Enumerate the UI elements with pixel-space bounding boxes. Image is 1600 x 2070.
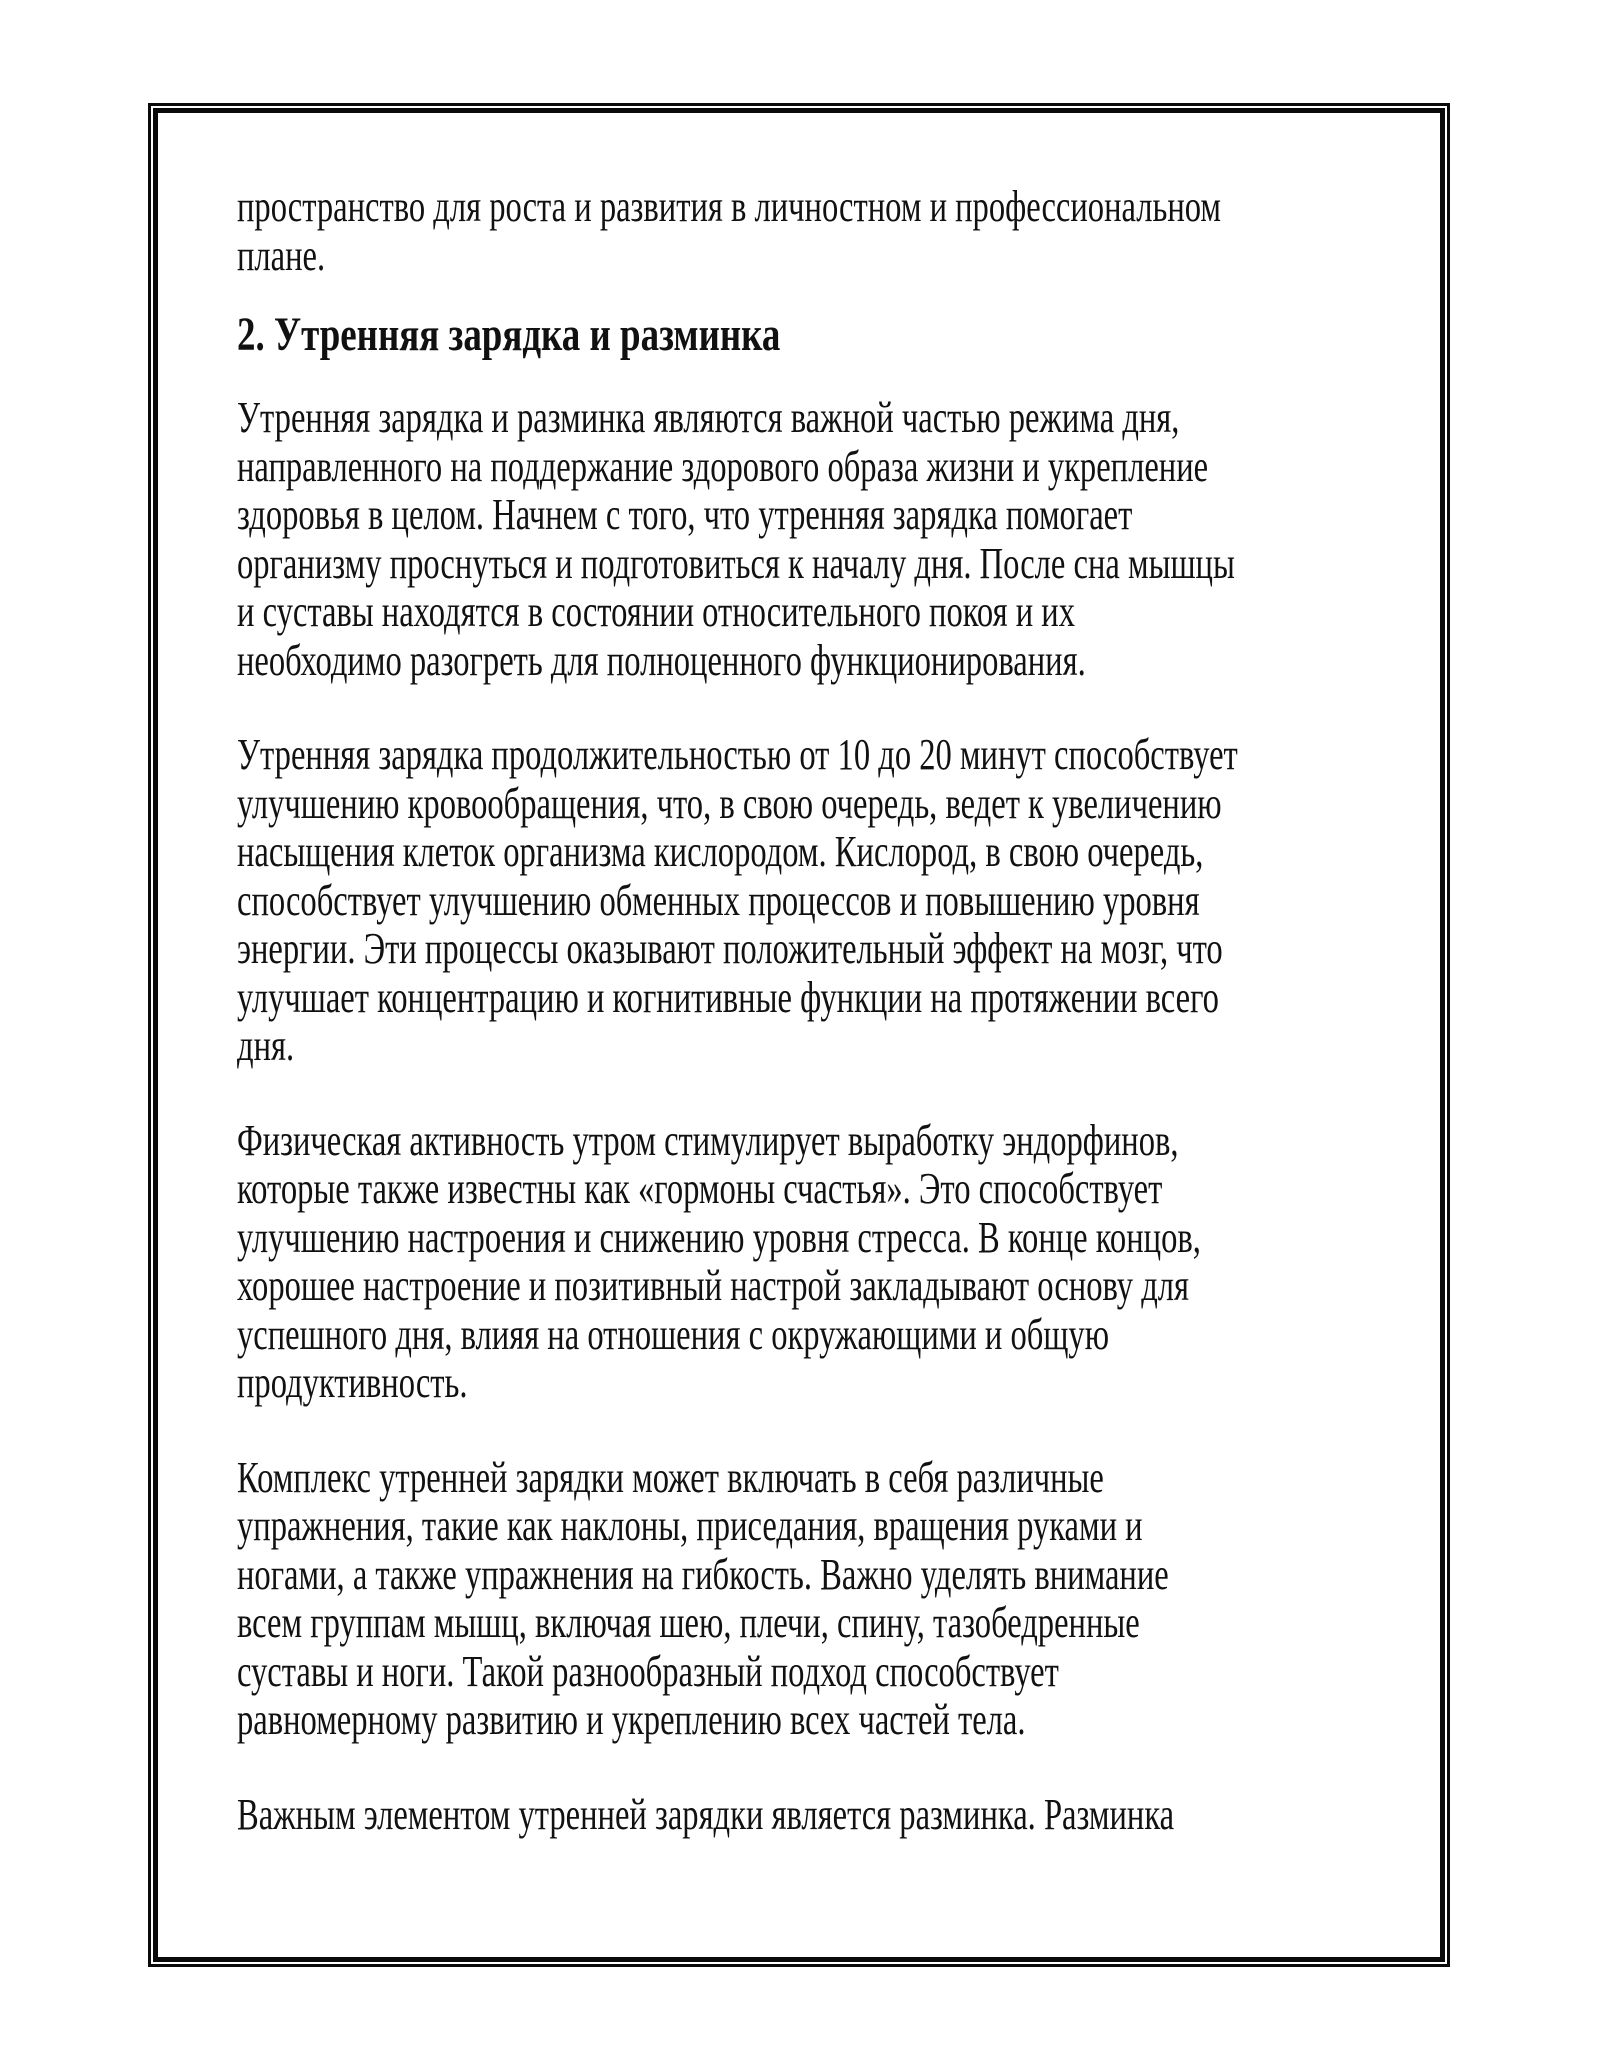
text-line: хорошее настроение и позитивный настрой закладывают основу для [237,1261,1189,1310]
text-line: насыщения клеток организма кислородом. Кислород, в свою очередь, [237,827,1204,876]
text-line: Физическая активность утром стимулирует выработку эндорфинов, [237,1115,1179,1165]
text-line: энергии. Эти процессы оказывают положительный эффект на мозг, что [237,924,1223,973]
text-line: и суставы находятся в состоянии относительного покоя и их [237,587,1075,636]
text-line: способствует улучшению обменных процессов и повышению уровня [237,875,1200,925]
text-line: улучшению настроения и снижению уровня стресса. В конце концов, [237,1212,1201,1262]
text-line: которые также известны как «гормоны счастья». Это способствует [237,1164,1163,1213]
text-line: улучшает концентрацию и когнитивные функции на протяжении всего [237,972,1219,1022]
page-border-inner [153,108,1445,1962]
text-line: необходимо разогреть для полноценного функционирования. [237,635,1086,685]
page-border-outer [148,103,1450,1967]
text-line: Утренняя зарядка и разминка являются важной частью режима дня, [237,393,1180,442]
text-line: суставы и ноги. Такой разнообразный подход способствует [237,1646,1059,1696]
section-heading: 2. Утренняя зарядка и разминка [237,308,781,361]
text-line: Важным элементом утренней зарядки является разминка. Разминка [237,1789,1175,1839]
text-line: Комплекс утренней зарядки может включать в себя различные [237,1452,1104,1502]
page-content [158,113,1440,1839]
text-line: упражнения, такие как наклоны, приседания, вращения руками и [237,1501,1143,1550]
paragraph-4 [237,1454,1410,1745]
text-line: улучшению кровообращения, что, в свою очередь, ведет к увеличению [237,778,1222,828]
text-line: равномерному развитию и укреплению всех частей тела. [237,1695,1026,1744]
paragraph-5 [237,1791,1410,1840]
paragraph-3 [237,1117,1410,1408]
text-line: плане. [237,230,326,280]
continuation-paragraph [237,183,1410,280]
text-line: пространство для роста и развития в личностном и профессиональном [237,182,1222,231]
text-line: дня. [237,1021,295,1070]
paragraph-2 [237,731,1410,1071]
text-line: всем группам мышц, включая шею, плечи, спину, тазобедренные [237,1598,1140,1647]
text-line: Утренняя зарядка продолжительностью от 10 до 20 минут способствует [237,730,1238,779]
text-line: направленного на поддержание здорового образа жизни и укрепление [237,441,1209,491]
text-line: организму проснуться и подготовиться к началу дня. После сна мышцы [237,538,1235,588]
text-line: успешного дня, влияя на отношения с окружающими и общую [237,1309,1110,1359]
text-line: ногами, а также упражнения на гибкость. Важно уделять внимание [237,1549,1169,1599]
text-line: продуктивность. [237,1358,468,1407]
text-line: здоровья в целом. Начнем с того, что утренняя зарядка помогает [237,490,1133,539]
paragraph-1 [237,394,1410,685]
